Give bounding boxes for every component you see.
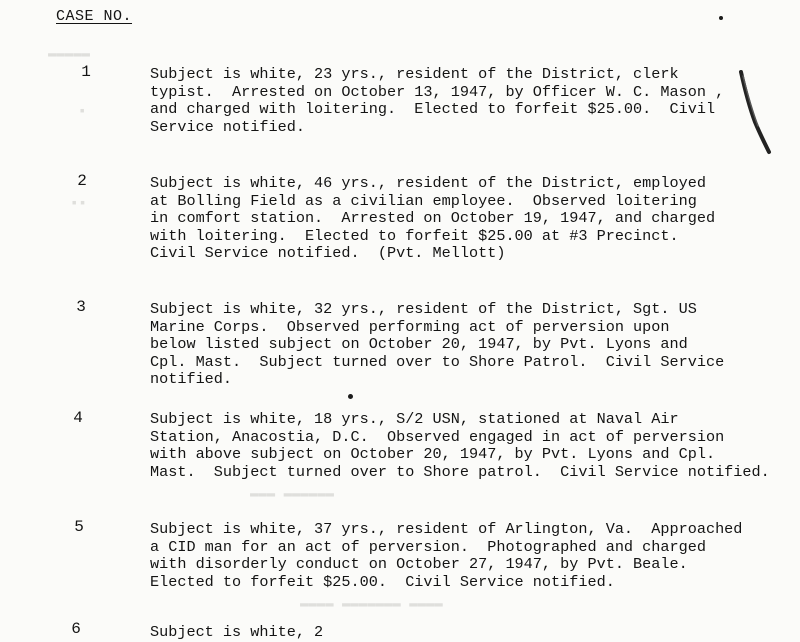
case-number: 4: [73, 409, 83, 427]
case-number: 6: [71, 620, 81, 638]
bleed-through-mark: ▪: [78, 104, 87, 120]
case-number: 5: [74, 518, 84, 536]
ink-speck: [719, 16, 723, 20]
case-description: Subject is white, 32 yrs., resident of the District, Sgt. US Marine Corps. Observed performing act of perversion upon below listed subject on October 20, 1947, by Pvt. Lyons and Cpl. Mast. Subject turned over to Shore Patrol. Civil Service notified.: [150, 300, 725, 389]
case-description: Subject is white, 18 yrs., S/2 USN, stationed at Naval Air Station, Anacostia, D.C. Observed engaged in act of perversion with above subject on October 20, 1947, by Pvt. Lyons and Cpl. Mast. Subject turned over to Shore patrol. Civil Service notified.: [150, 410, 770, 481]
bleed-through-mark: ▬▬▬ ▬▬▬▬▬▬: [250, 486, 335, 502]
case-number: 3: [76, 298, 86, 316]
case-number: 2: [77, 172, 87, 190]
case-description: Subject is white, 2: [150, 623, 324, 641]
ink-speck: [348, 394, 353, 399]
bleed-through-mark: ▬▬▬▬ ▬▬▬▬▬▬▬ ▬▬▬▬: [300, 596, 443, 612]
case-description: Subject is white, 46 yrs., resident of the District, employed at Bolling Field as a civilian employee. Observed loitering in comfort station. Arrested on October 19, 1947, and charged with loitering. Elected to forfeit $25.00 at #3 Precinct. Civil Service notified. (Pvt. Mellott): [150, 174, 716, 263]
bleed-through-mark: ▬▬▬▬▬: [48, 46, 91, 62]
case-number: 1: [81, 63, 91, 81]
case-description: Subject is white, 37 yrs., resident of Arlington, Va. Approached a CID man for an act of perversion. Photographed and charged with disorderly conduct on October 27, 1947, by Pvt. Beale. Elected to forfeit $25.00. Civil Service notified.: [150, 520, 743, 591]
case-description: Subject is white, 23 yrs., resident of the District, clerk typist. Arrested on October 13, 1947, by Officer W. C. Mason , and charged with loitering. Elected to forfeit $25.00. Civil Service notified.: [150, 65, 725, 136]
case-number-header: CASE NO.: [56, 8, 133, 25]
bleed-through-mark: ▪▪: [70, 196, 87, 212]
